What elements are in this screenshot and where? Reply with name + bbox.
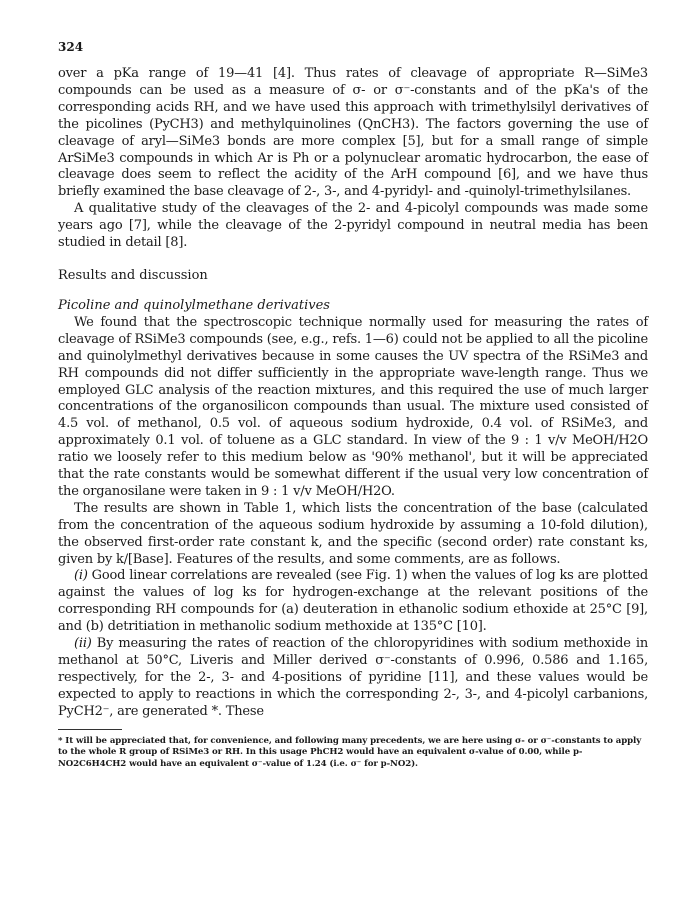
subsection-heading: Picoline and quinolylmethane derivatives	[58, 297, 330, 313]
intro-paragraph-1: over a pKa range of 19—41 [4]. Thus rates of cleavage of appropriate R—SiMe3 compounds can be used as a measure of σ- or σ⁻-constants and of the pKa's of the corresponding acids RH, and we have used this approach with trimethylsilyl derivatives of the picolines (PyCH3) and methylquinolines (QnCH3). The factors governing the use of cleavage of aryl—SiMe3 bonds are more complex [5], but for a small range of simple ArSiMe3 compounds in which Ar is Ph or a polynuclear aromatic hydrocarbon, the ease of cleavage does seem to reflect the acidity of the ArH compound [6], and we have thus briefly examined the base cleavage of 2-, 3-, and 4-pyridyl- and -quinolyl-trimethylsilanes.	[58, 66, 648, 200]
list-item-2-text: By measuring the rates of reaction of the chloropyridines with sodium methoxide in methanol at 50°C, Liveris and Miller derived σ⁻-constants of 0.996, 0.586 and 1.165, respectively, for the 2-, 3- and 4-positions of pyridine [11], and these values would be expected to apply to reactions in which the corresponding 2-, 3-, and 4-picolyl carbanions, PyCH2⁻, are generated *. These	[58, 636, 648, 719]
section-heading: Results and discussion	[58, 267, 208, 283]
intro-paragraph-2: A qualitative study of the cleavages of the 2- and 4-picolyl compounds was made some years ago [7], while the cleavage of the 2-pyridyl compound in neutral media has been studied in detail [8].	[58, 201, 648, 251]
journal-page	[58, 40, 648, 770]
body-paragraph-3: We found that the spectroscopic technique normally used for measuring the rates of cleavage of RSiMe3 compounds (see, e.g., refs. 1—6) could not be applied to all the picoline and quinolylmethyl derivatives because in some causes the UV spectra of the RSiMe3 and RH compounds did not differ sufficiently in the appropriate wave-length range. Thus we employed GLC analysis of the reaction mixtures, and this required the use of much larger concentrations of the organosilicon compounds than usual. The mixture used consisted of 4.5 vol. of methanol, 0.5 vol. of aqueous sodium hydroxide, 0.4 vol. of RSiMe3, and approximately 0.1 vol. of toluene as a GLC standard. In view of the 9 : 1 v/v MeOH/H2O ratio we loosely refer to this medium below as '90% methanol', but it will be appreciated that the rate constants would be somewhat different if the usual very low concentration of the organosilane were taken in 9 : 1 v/v MeOH/H2O.	[58, 314, 648, 499]
page-number: 324	[58, 40, 84, 54]
footnote: * It will be appreciated that, for convenience, and following many precedents, we are here using σ- or σ⁻-constants to apply to the whole R group of RSiMe3 or RH. In this usage PhCH2 would have an equivalent σ-value of 0.00, while p-NO2C6H4CH2 would have an equivalent σ⁻-value of 1.24 (i.e. σ⁻ for p-NO2).	[58, 735, 642, 769]
list-item-1-label: (i)	[74, 568, 88, 584]
footnote-divider	[58, 729, 122, 730]
list-item-2	[58, 636, 648, 721]
body-paragraph-4: The results are shown in Table 1, which lists the concentration of the base (calculated from the concentration of the aqueous sodium hydroxide by assuming a 10-fold dilution), the observed first-order rate constant k, and the specific (second order) rate constant ks, given by k/[Base]. Features of the results, and some comments, are as follows.	[58, 500, 648, 567]
list-item-2-label: (ii)	[74, 636, 92, 652]
list-item-1	[58, 568, 648, 636]
list-item-1-text: Good linear correlations are revealed (see Fig. 1) when the values of log ks are plotted against the values of log ks for hydrogen-exchange at the relevant positions of the corresponding RH compounds for (a) deuteration in ethanolic sodium ethoxide at 25°C [9], and (b) detritiation in methanolic sodium methoxide at 135°C [10].	[58, 568, 648, 635]
